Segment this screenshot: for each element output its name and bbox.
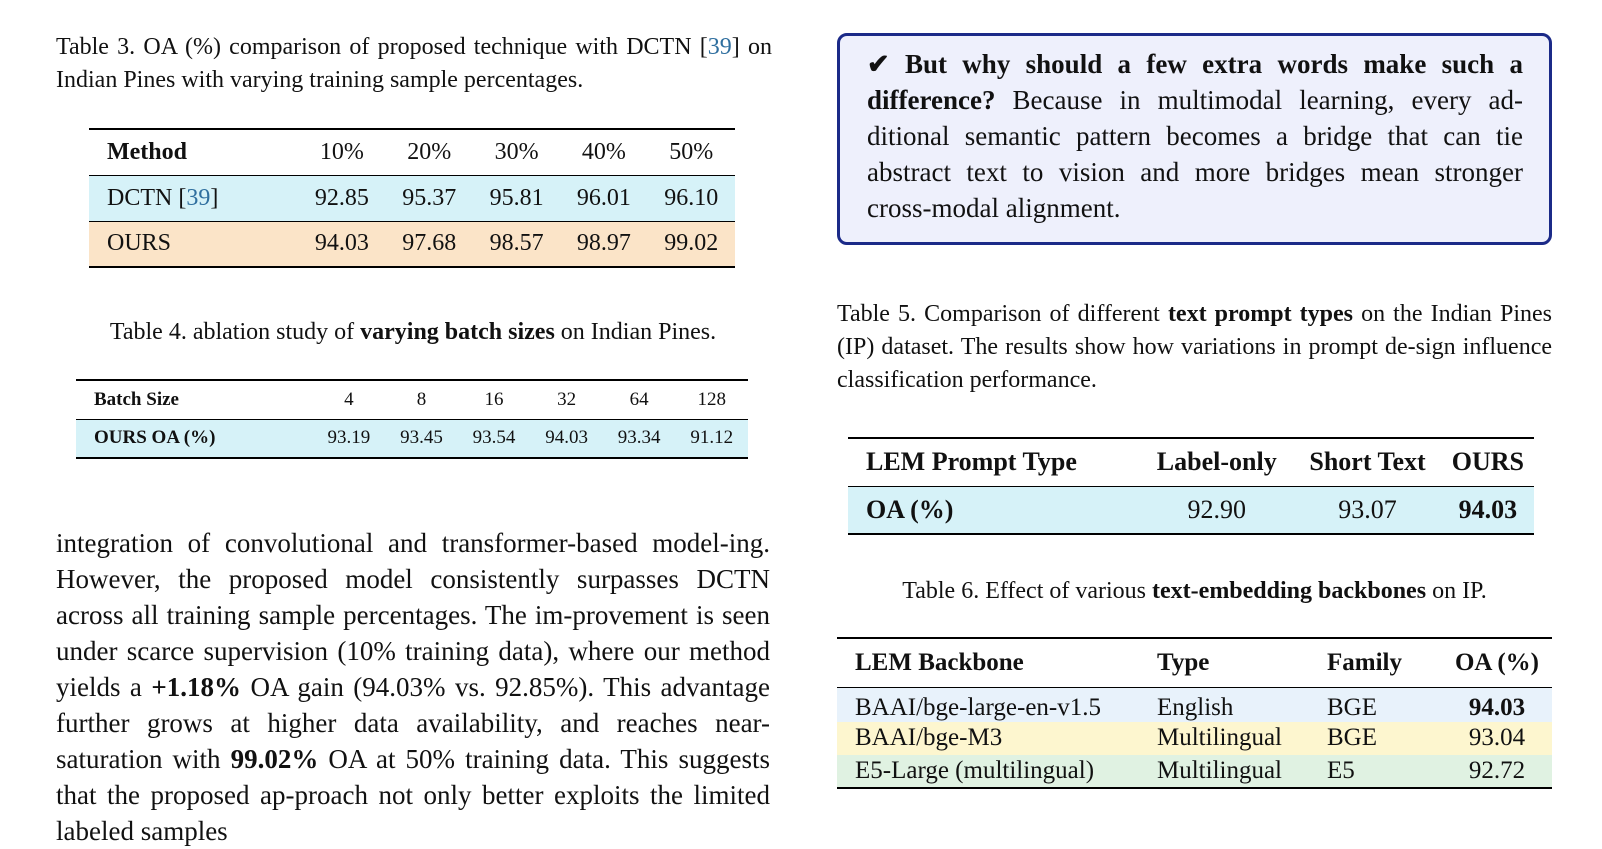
insight-callout-box xyxy=(837,33,1552,245)
table3-header-50: 50% xyxy=(669,138,714,165)
callout-text xyxy=(867,46,1523,226)
table6-row xyxy=(837,687,1552,722)
table5-header-cell: OURS xyxy=(1451,447,1524,477)
table6-header-family: Family xyxy=(1327,648,1402,676)
table6-type-cell: Multilingual xyxy=(1157,756,1282,784)
table6-family-cell: BGE xyxy=(1327,693,1377,721)
table5-header-row xyxy=(848,438,1534,486)
table4-cell: 93.19 xyxy=(327,427,371,449)
table4-caption xyxy=(56,316,770,349)
table4-row-label: OURS OA (%) xyxy=(94,427,216,449)
table6-family-cell: E5 xyxy=(1327,756,1355,784)
table4-row-ours xyxy=(76,419,748,458)
table3-header-20: 20% xyxy=(407,138,452,165)
table6-row xyxy=(837,755,1552,788)
table6-row xyxy=(837,722,1552,755)
body-text: integration of convolutional and transformer-based model-ing. However, the proposed model consistently surpasses DCTN across all training sample percentages. The im-provement is seen under scarce supervision (10% training data), where our method yields a xyxy=(56,528,770,702)
table3-cite-open: [ xyxy=(178,184,187,211)
table6-type-cell: English xyxy=(1157,693,1234,721)
table6-caption-text: Table 6. Effect of various xyxy=(902,578,1153,604)
table5-cell: 93.07 xyxy=(1338,494,1397,524)
table6-header-row xyxy=(837,638,1552,687)
table5-caption-text: Table 5. Comparison of different xyxy=(837,301,1168,327)
table3-cell: 98.57 xyxy=(489,230,544,257)
table4-header-cell: 64 xyxy=(629,388,649,410)
callout-answer: Because in multimodal learning, every ad-ditional semantic pattern becomes a bridge that can tie abstract text to vision and more bridges mean stronger cross-modal alignment. xyxy=(867,85,1523,223)
table5-header-cell: Short Text xyxy=(1309,447,1426,477)
table3-caption-citation-link[interactable]: 39 xyxy=(707,34,732,60)
table3-cell: 92.85 xyxy=(314,184,369,211)
table3-header-30: 30% xyxy=(494,138,539,165)
table6-type-cell: Multilingual xyxy=(1157,724,1282,751)
table5-row-label: OA (%) xyxy=(866,494,954,524)
table3-header-row xyxy=(89,129,735,175)
body-paragraph xyxy=(56,525,770,846)
table5-header-cell: Label-only xyxy=(1156,447,1277,477)
checkmark-icon: ✔ xyxy=(867,49,890,79)
table3-cell: 95.37 xyxy=(402,184,457,211)
table4-header-row xyxy=(76,380,748,419)
body-peak-emphasis: 99.02% xyxy=(230,744,319,774)
table3-cell: 96.10 xyxy=(664,184,719,211)
table3-citation-link[interactable]: 39 xyxy=(186,184,211,211)
table3-cell: 96.01 xyxy=(576,184,631,211)
table3-caption-cite-close: ] xyxy=(731,34,740,60)
table3-cell: 98.97 xyxy=(576,230,631,257)
table6-caption-emphasis: text-embedding backbones xyxy=(1152,578,1427,604)
table3-header-40: 40% xyxy=(581,138,626,165)
table4 xyxy=(76,379,748,459)
table3 xyxy=(89,128,735,268)
table4-cell-best: 94.03 xyxy=(545,427,588,449)
table3-caption-text-end: on Indian Pines with varying training sample percentages. xyxy=(56,34,773,93)
table4-caption-text-end: on Indian Pines. xyxy=(554,319,717,345)
table3-method-name: OURS xyxy=(107,230,172,257)
table6-caption xyxy=(837,575,1552,608)
table6-caption-text-end: on IP. xyxy=(1426,578,1487,604)
table4-caption-emphasis: varying batch sizes xyxy=(360,319,555,345)
table4-cell: 91.12 xyxy=(690,427,734,449)
table6-family-cell: BGE xyxy=(1327,724,1377,751)
table3-cell: 94.03 xyxy=(314,230,369,257)
table4-header-cell: 128 xyxy=(697,388,726,410)
table6-backbone-cell: E5-Large (multilingual) xyxy=(855,756,1095,784)
table5-header-prompt-type: LEM Prompt Type xyxy=(866,447,1077,477)
table4-cell: 93.54 xyxy=(472,427,516,449)
table6 xyxy=(837,637,1552,789)
table4-cell: 93.45 xyxy=(400,427,443,449)
table5-cell-best: 94.03 xyxy=(1458,494,1518,524)
table3-cell: 95.81 xyxy=(489,184,544,211)
table6-header-backbone: LEM Backbone xyxy=(855,648,1024,676)
body-text: OA at 50% training data. This suggests that the proposed ap-proach not only better exploits the limited labeled samples xyxy=(56,744,770,846)
table6-header-oa: OA (%) xyxy=(1454,648,1540,676)
table3-method-cell xyxy=(89,175,298,221)
table3-header-10: 10% xyxy=(319,138,364,165)
body-gain-emphasis: +1.18% xyxy=(151,672,241,702)
table5-cell: 92.90 xyxy=(1187,494,1246,524)
table6-backbone-cell: BAAI/bge-M3 xyxy=(855,724,1003,751)
table3-row-dctn xyxy=(89,175,735,221)
table6-backbone-cell: BAAI/bge-large-en-v1.5 xyxy=(855,693,1101,721)
table4-header-cell: 4 xyxy=(344,388,354,410)
table3-row-ours xyxy=(89,221,735,267)
table6-oa-cell-best: 94.03 xyxy=(1468,693,1526,721)
table4-caption-text: Table 4. ablation study of xyxy=(109,319,361,345)
table5-caption-emphasis: text prompt types xyxy=(1167,301,1353,327)
table3-method-name: DCTN xyxy=(107,184,173,211)
table4-header-cell: 8 xyxy=(416,388,427,410)
table3-caption xyxy=(56,31,772,97)
table3-caption-cite-open: [ xyxy=(699,34,708,60)
table4-header-cell: 16 xyxy=(484,388,504,410)
table5 xyxy=(848,437,1534,535)
table5-caption-text-end: on the Indian Pines (IP) dataset. The results show how variations in prompt de-sign influence classification performance. xyxy=(837,301,1553,393)
callout-question: But why should a few extra words make such a difference? xyxy=(867,49,1523,115)
table3-cell: 99.02 xyxy=(664,230,719,257)
table4-cell: 93.34 xyxy=(617,427,661,449)
table5-caption xyxy=(837,298,1552,397)
table3-caption-text: Table 3. OA (%) comparison of proposed technique with DCTN xyxy=(56,34,692,60)
table4-header-batch-size: Batch Size xyxy=(94,388,179,410)
body-text: OA gain (94.03% vs. 92.85%). This advantage further grows at higher data availability, and reaches near-saturation with xyxy=(56,672,770,774)
table4-header-cell: 32 xyxy=(557,388,577,410)
table3-cell: 97.68 xyxy=(402,230,457,257)
table3-header-method: Method xyxy=(107,138,187,165)
table6-header-type: Type xyxy=(1157,648,1210,676)
table6-oa-cell: 93.04 xyxy=(1468,724,1526,751)
table3-cite-close: ] xyxy=(210,184,219,211)
table5-row-oa xyxy=(848,486,1534,534)
table6-oa-cell: 92.72 xyxy=(1468,756,1526,784)
